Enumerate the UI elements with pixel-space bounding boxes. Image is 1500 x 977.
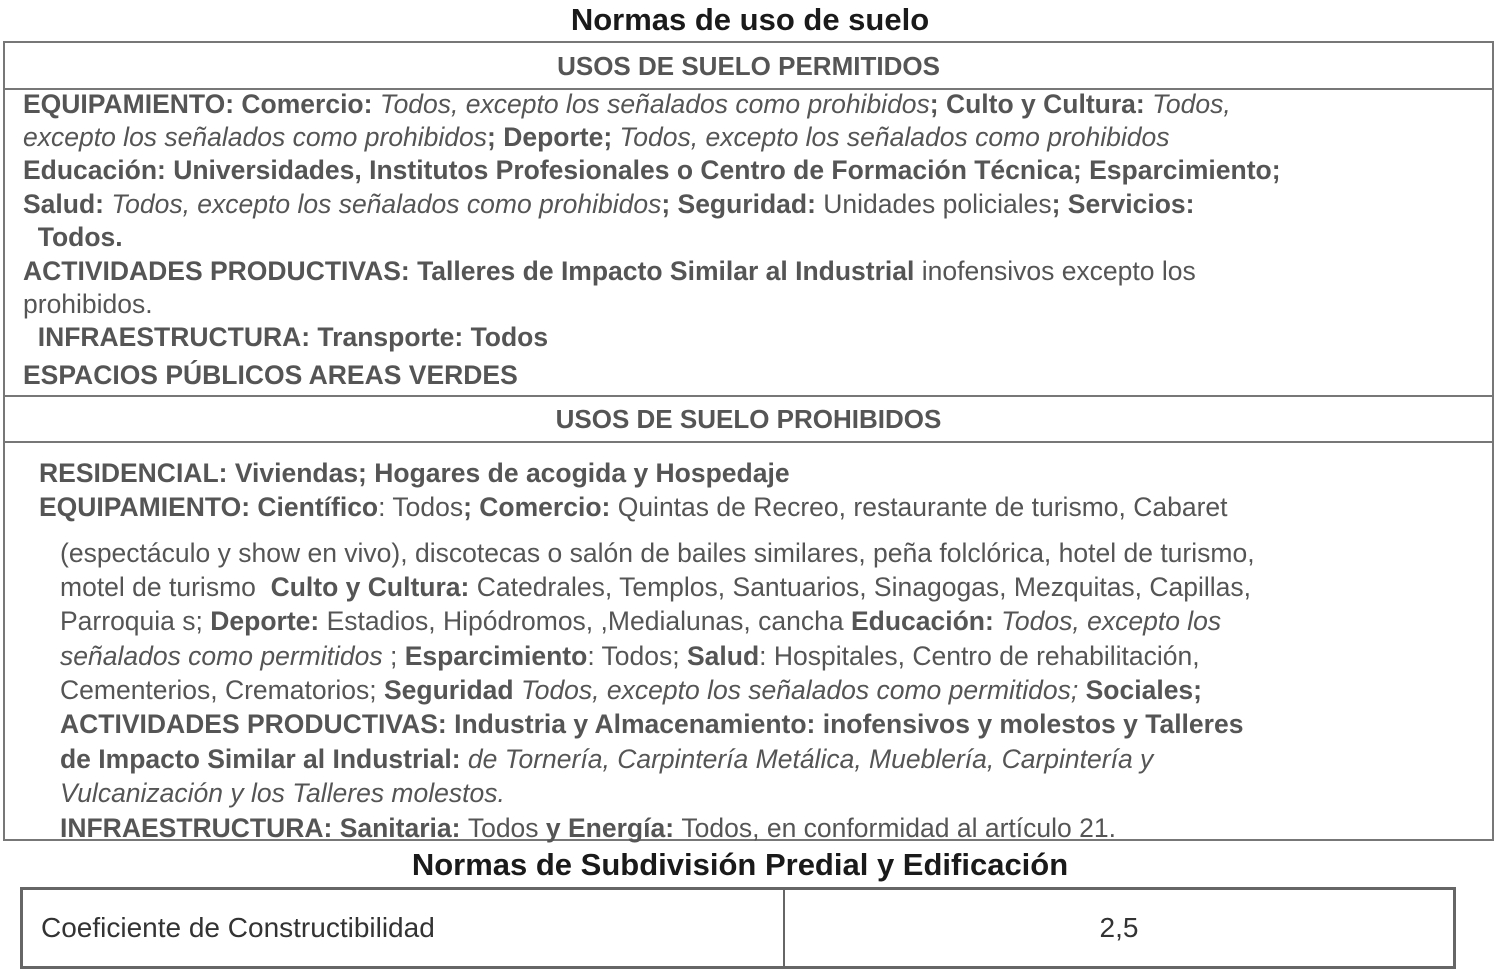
building-norms-table	[20, 887, 1456, 969]
text-run: Todos, excepto los señalados como prohibidos	[619, 122, 1170, 152]
text-run: ESPACIOS PÚBLICOS AREAS VERDES	[23, 360, 518, 390]
text-run: de Tornería, Carpintería Metálica, Mueblería, Carpintería y	[467, 744, 1154, 774]
text-run: ; Comercio:	[463, 492, 618, 522]
text-run: : Todos	[378, 492, 464, 522]
text-run: INFRAESTRUCTURA: Sanitaria:	[60, 813, 468, 843]
text-line	[60, 640, 1200, 674]
text-run: Seguridad	[384, 675, 521, 705]
text-run: Cementerios, Crematorios;	[60, 675, 384, 705]
text-run: ACTIVIDADES PRODUCTIVAS: Talleres de Impacto Similar al Industrial	[23, 256, 922, 286]
text-line	[23, 154, 1281, 188]
text-run: Educación: Universidades, Institutos Profesionales o Centro de Formación Técnica; Esparcimiento;	[23, 155, 1281, 185]
text-line	[23, 221, 123, 255]
subdivision-title: Normas de Subdivisión Predial y Edificación	[411, 847, 1069, 882]
text-line	[39, 491, 1228, 525]
text-line	[60, 777, 505, 811]
text-run: Vulcanización y los Talleres molestos.	[60, 778, 505, 808]
text-run: ACTIVIDADES PRODUCTIVAS: Industria y Almacenamiento: inofensivos y molestos y Talleres	[60, 709, 1244, 739]
text-line	[60, 812, 1116, 846]
coefficient-value: 2,5	[1099, 912, 1139, 943]
text-run: Salud:	[23, 189, 112, 219]
text-run: EQUIPAMIENTO: Científico	[39, 492, 379, 522]
text-run: y Energía:	[545, 813, 682, 843]
page-title: Normas de uso de suelo	[570, 2, 930, 37]
text-line	[23, 288, 153, 322]
text-run: ; Culto y Cultura:	[929, 89, 1153, 119]
text-run: Todos, excepto los	[1001, 606, 1222, 636]
text-line	[60, 537, 1255, 571]
text-run: Todos, excepto los señalados como prohibidos	[111, 189, 662, 219]
text-run: : Todos;	[587, 641, 687, 671]
text-run: Quintas de Recreo, restaurante de turismo, Cabaret	[617, 492, 1228, 522]
text-run: Salud	[687, 641, 760, 671]
text-run: Unidades policiales	[823, 189, 1052, 219]
text-run: Todos	[467, 813, 546, 843]
text-run: INFRAESTRUCTURA: Transporte: Todos	[23, 322, 549, 352]
text-run: ; Servicios:	[1051, 189, 1195, 219]
text-run: ;	[389, 641, 405, 671]
coefficient-label: Coeficiente de Constructibilidad	[23, 890, 785, 966]
text-line	[23, 359, 518, 393]
text-run: Todos,	[1152, 89, 1231, 119]
text-run: motel de turismo	[60, 572, 271, 602]
text-run: Culto y Cultura:	[270, 572, 477, 602]
text-line	[60, 605, 1221, 639]
text-line	[60, 674, 1202, 708]
text-run: EQUIPAMIENTO: Comercio:	[23, 89, 380, 119]
prohibited-uses-header: USOS DE SUELO PROHIBIDOS	[5, 395, 1492, 443]
text-line	[23, 255, 1196, 289]
text-run: Sociales;	[1085, 675, 1202, 705]
permitted-uses-header: USOS DE SUELO PERMITIDOS	[5, 43, 1492, 90]
text-line	[60, 571, 1251, 605]
text-run: Deporte:	[210, 606, 327, 636]
text-run: excepto los señalados como prohibidos	[23, 122, 488, 152]
text-run: señalados como permitidos	[60, 641, 390, 671]
text-run: Estadios, Hipódromos, ,Medialunas, cancha	[326, 606, 851, 636]
text-run: RESIDENCIAL: Viviendas; Hogares de acogida y Hospedaje	[39, 458, 790, 488]
text-run: Educación:	[850, 606, 1002, 636]
text-run: Todos, excepto los señalados como prohibidos	[379, 89, 930, 119]
text-run: inofensivos excepto los	[921, 256, 1196, 286]
text-line	[60, 708, 1243, 742]
land-use-table	[3, 41, 1494, 841]
text-run: Todos, excepto los señalados como permitidos;	[520, 675, 1086, 705]
text-run: ; Deporte;	[487, 122, 620, 152]
text-run: Catedrales, Templos, Santuarios, Sinagogas, Mezquitas, Capillas,	[476, 572, 1252, 602]
text-line	[60, 743, 1153, 777]
text-run: Todos.	[23, 222, 123, 252]
text-line	[23, 88, 1231, 122]
text-line	[23, 121, 1170, 155]
text-run: Todos, en conformidad al artículo 21.	[681, 813, 1116, 843]
text-line	[23, 321, 548, 355]
text-run: de Impacto Similar al Industrial:	[60, 744, 468, 774]
text-run: prohibidos.	[23, 289, 153, 319]
text-line	[39, 457, 790, 491]
text-run: ; Seguridad:	[661, 189, 824, 219]
text-line	[23, 188, 1195, 222]
text-run: Parroquia s;	[60, 606, 211, 636]
text-run: : Hospitales, Centro de rehabilitación,	[759, 641, 1200, 671]
text-run: Esparcimiento	[404, 641, 588, 671]
text-run: (espectáculo y show en vivo), discotecas o salón de bailes similares, peña folclórica, hotel de turismo,	[60, 538, 1255, 568]
